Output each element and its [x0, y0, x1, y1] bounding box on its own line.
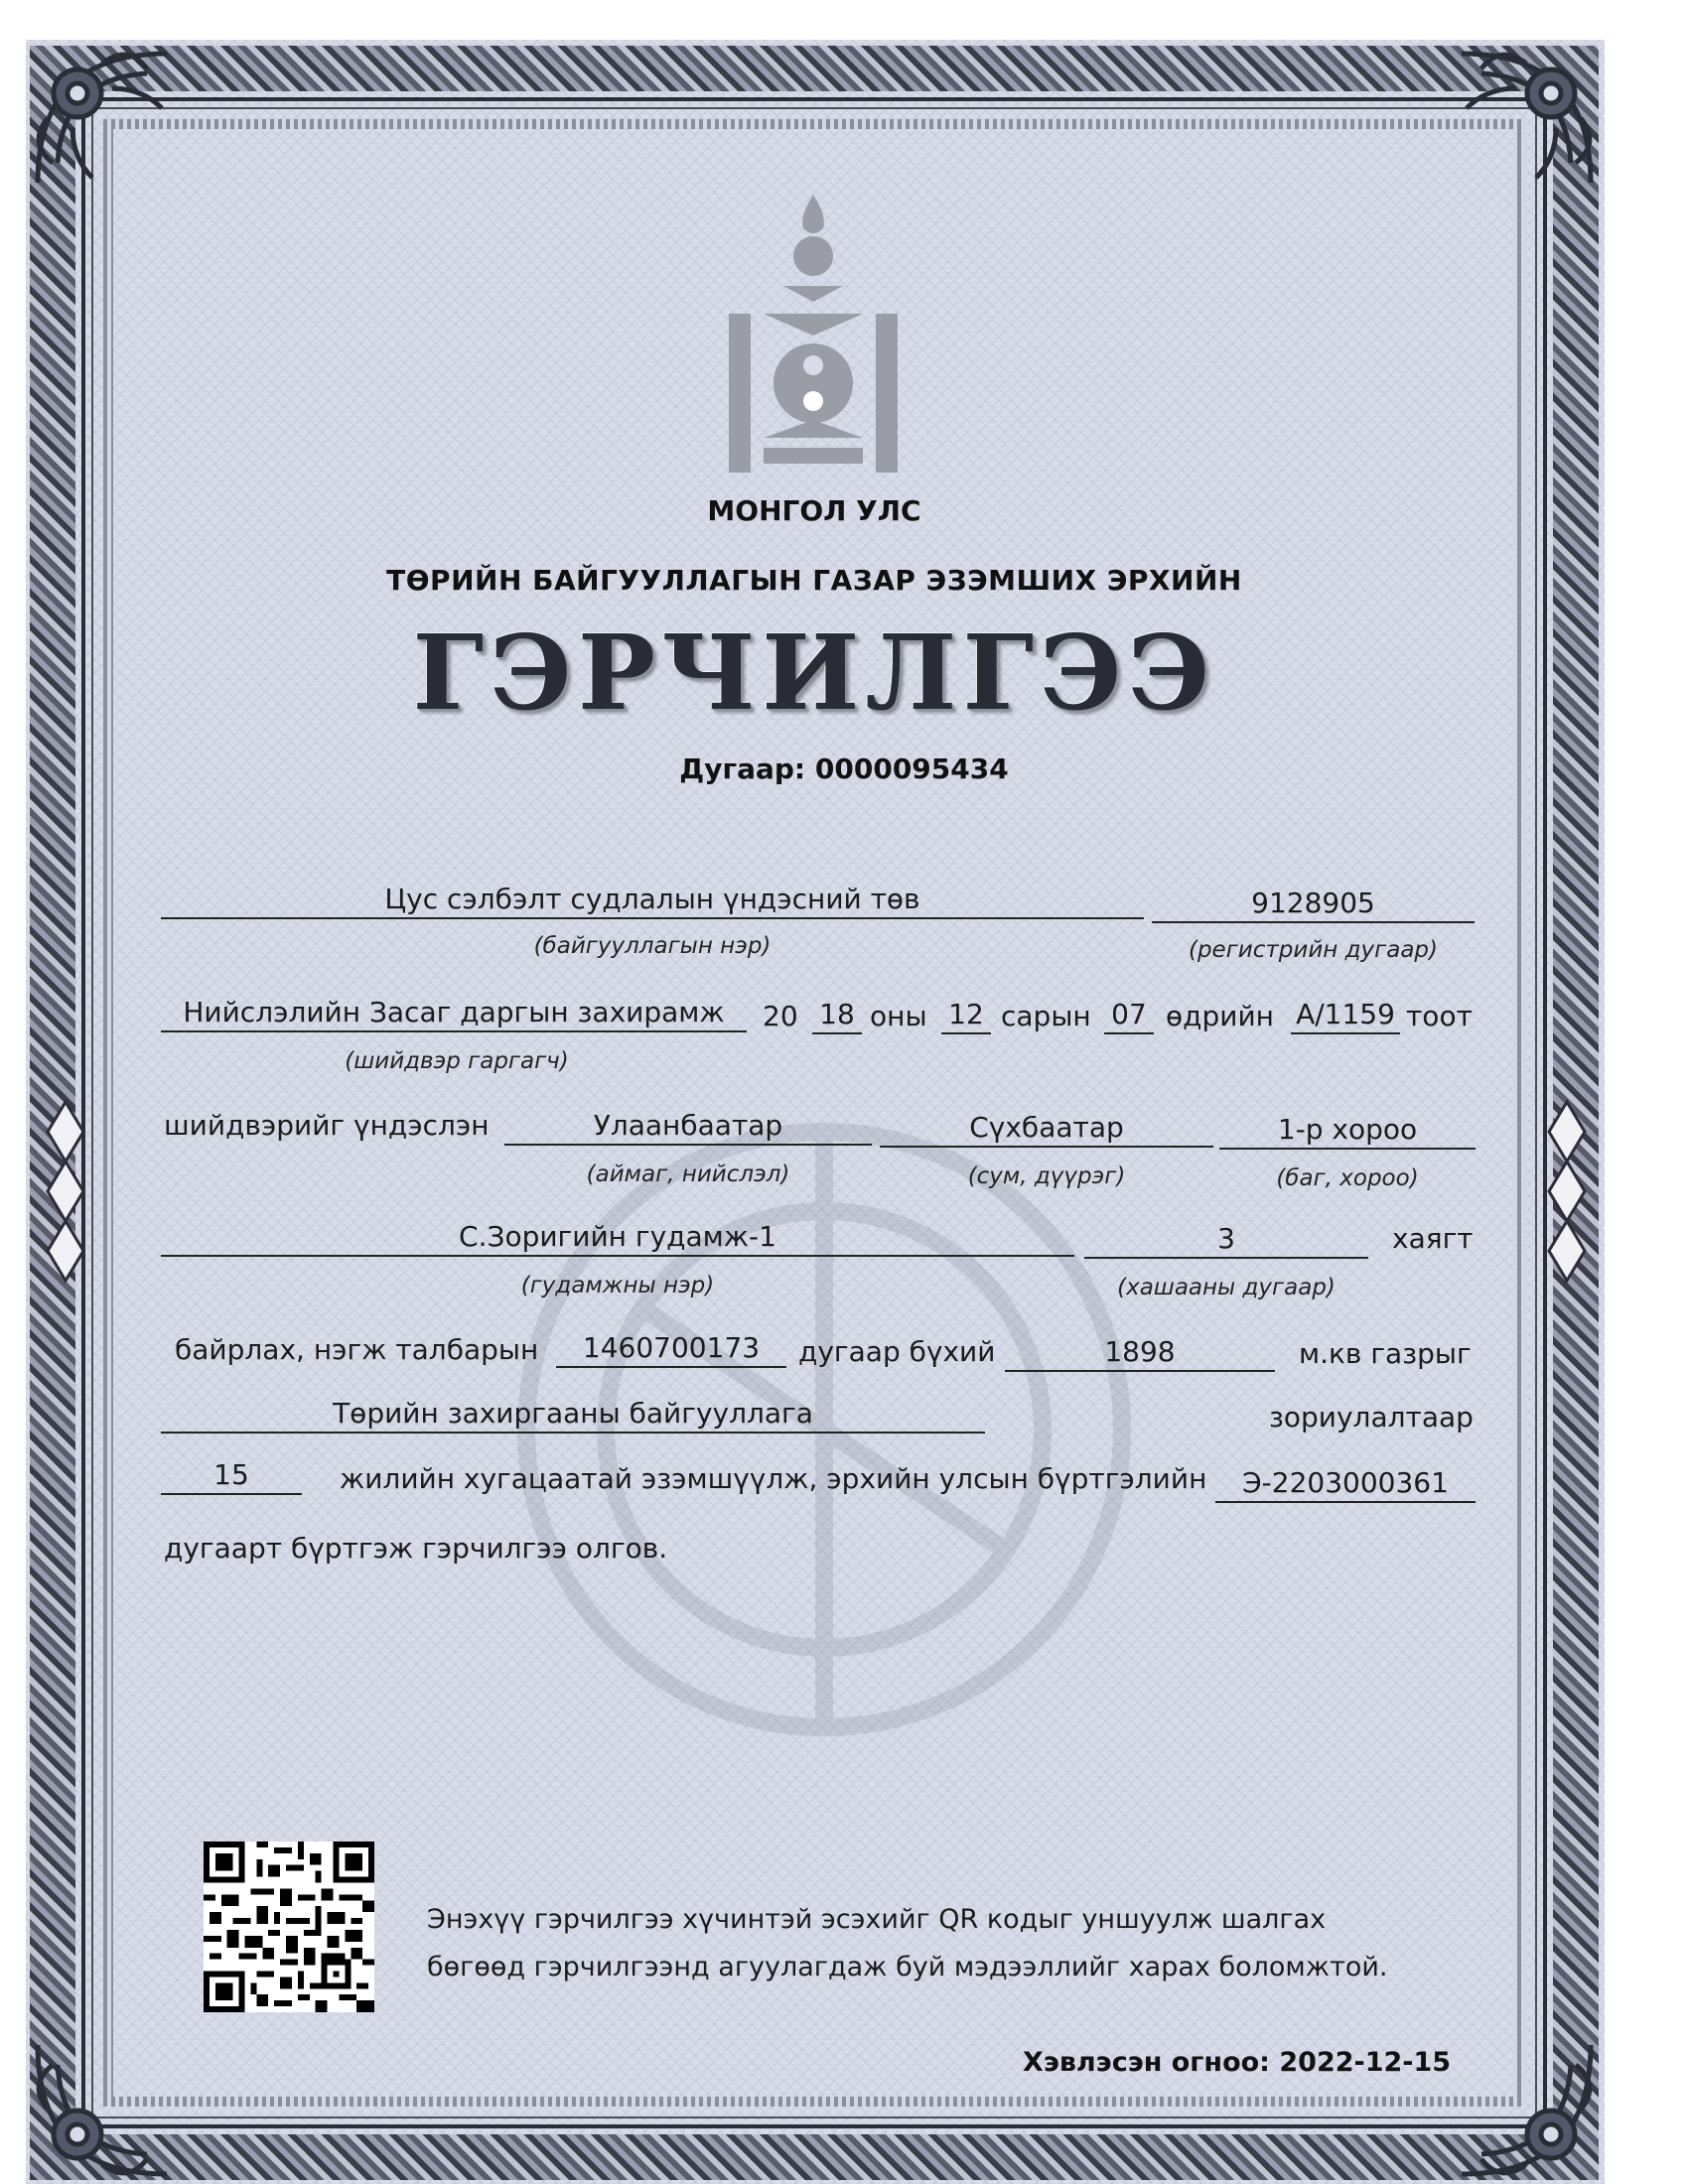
- basis-text: шийдвэрийг үндэслэн: [164, 1109, 490, 1142]
- fence-number-caption: (хашааны дугаар): [1117, 1275, 1336, 1300]
- side-ornament-icon: [1545, 1097, 1589, 1286]
- number-label: Дугаар:: [679, 752, 806, 785]
- printed-date-label: Хэвлэсэн огноо:: [1023, 2047, 1270, 2078]
- number-value: 0000095434: [814, 752, 1009, 785]
- organization-name-field: Цус сэлбэлт судлалын үндэсний төв: [161, 882, 1144, 919]
- corner-ornament-icon: [18, 2025, 187, 2184]
- year-word: оны: [870, 1000, 927, 1032]
- day-word: өдрийн: [1166, 1000, 1274, 1032]
- certificate-subtitle: ТӨРИЙН БАЙГУУЛЛАГЫН ГАЗАР ЭЗЭМШИХ ЭРХИЙН: [386, 564, 1242, 597]
- month-word: сарын: [1001, 1000, 1091, 1032]
- purpose-word: зориулалтаар: [1269, 1401, 1474, 1433]
- street-field: С.Зоригийн гудамж-1: [161, 1219, 1074, 1257]
- qr-code-icon: [204, 1842, 374, 2012]
- street-caption: (гудамжны нэр): [520, 1273, 715, 1298]
- corner-ornament-icon: [1442, 34, 1611, 203]
- bag-caption: (баг, хороо): [1276, 1165, 1419, 1191]
- decree-number-field: А/1159: [1291, 997, 1400, 1034]
- sum-caption: (сум, дүүрэг): [967, 1163, 1126, 1189]
- bag-field: 1-р хороо: [1219, 1112, 1476, 1150]
- sum-field: Сүхбаатар: [880, 1110, 1213, 1148]
- decision-day-field: 07: [1104, 997, 1154, 1034]
- qr-text-line-2: бөгөөд гэрчилгээнд агуулагдаж буй мэдээллийг харах боломжтой.: [427, 1952, 1388, 1982]
- decision-issuer-field: Нийслэлийн Засаг даргын захирамж: [161, 995, 747, 1032]
- parcel-prefix-text: байрлах, нэгж талбарын: [175, 1333, 539, 1366]
- address-word: хаягт: [1392, 1222, 1474, 1255]
- purpose-field: Төрийн захиргааны байгууллага: [161, 1396, 985, 1433]
- registry-number-caption: (регистрийн дугаар): [1188, 937, 1438, 963]
- printed-date-value: 2022-12-15: [1279, 2047, 1452, 2078]
- closing-text: дугаарт бүртгэж гэрчилгээ олгов.: [164, 1532, 668, 1565]
- fence-number-field: 3: [1084, 1221, 1368, 1259]
- year-prefix: 20: [763, 1000, 798, 1032]
- decision-year-field: 18: [812, 997, 862, 1034]
- side-ornament-icon: [44, 1097, 87, 1286]
- aimag-field: Улаанбаатар: [504, 1108, 872, 1146]
- soyombo-emblem-icon: [729, 195, 898, 473]
- registry-number-field: 9128905: [1152, 886, 1475, 923]
- decree-word: тоот: [1406, 1000, 1473, 1032]
- corner-ornament-icon: [18, 34, 187, 203]
- registration-number-field: Э-2203000361: [1215, 1465, 1476, 1503]
- area-unit-text: м.кв газрыг: [1299, 1337, 1472, 1370]
- aimag-caption: (аймаг, нийслэл): [586, 1161, 790, 1187]
- term-text: жилийн хугацаатай эзэмшүүлж, эрхийн улсын бүртгэлийн: [340, 1462, 1207, 1495]
- term-years-field: 15: [161, 1457, 302, 1495]
- country-name: МОНГОЛ УЛС: [707, 494, 921, 527]
- qr-text-line-1: Энэхүү гэрчилгээ хүчинтэй эсэхийг QR кодыг уншуулж шалгах: [427, 1904, 1327, 1935]
- corner-ornament-icon: [1442, 2025, 1611, 2184]
- organization-name-caption: (байгууллагын нэр): [533, 933, 772, 959]
- decision-issuer-caption: (шийдвэр гаргагч): [345, 1048, 569, 1074]
- printed-date: [1023, 2047, 1451, 2078]
- parcel-middle-text: дугаар бүхий: [798, 1335, 996, 1368]
- certificate-title: ГЭРЧИЛГЭЭ: [412, 612, 1216, 734]
- area-field: 1898: [1005, 1334, 1275, 1372]
- certificate-number: [0, 752, 1688, 785]
- decision-month-field: 12: [941, 997, 991, 1034]
- qr-explanation-text: [427, 1896, 1387, 1991]
- parcel-number-field: 1460700173: [556, 1330, 786, 1368]
